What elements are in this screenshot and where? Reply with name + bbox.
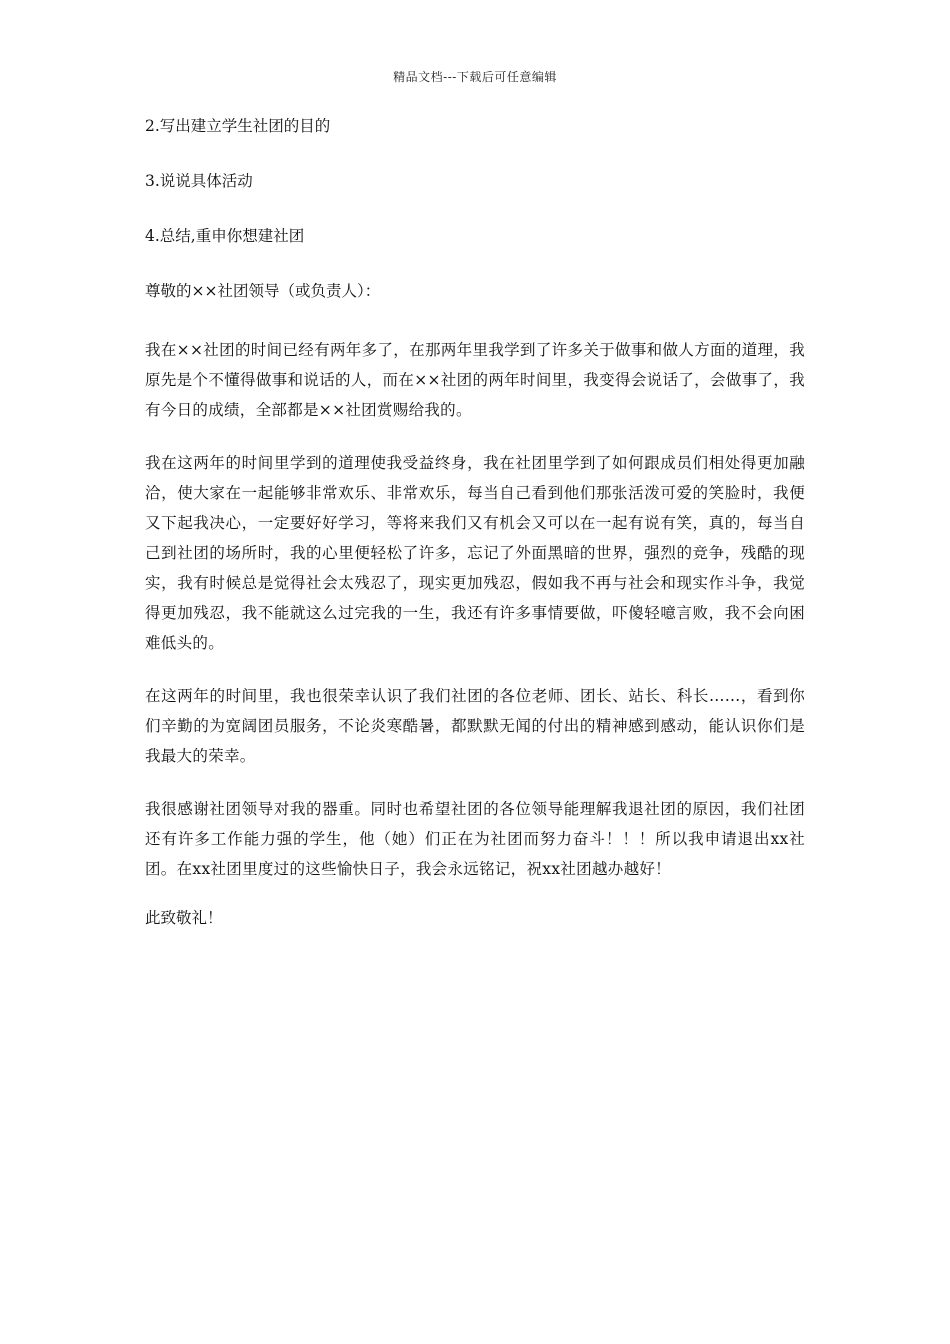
paragraph-1: 我在××社团的时间已经有两年多了，在那两年里我学到了许多关于做事和做人方面的道理，我原先是个不懂得做事和说话的人，而在××社团的两年时间里，我变得会说话了，会做事了，我有今日的成绩，全部都是××社团赏赐给我的。 — [145, 341, 805, 419]
paragraph-2: 我在这两年的时间里学到的道理使我受益终身，我在社团里学到了如何跟成员们相处得更加融洽，使大家在一起能够非常欢乐、非常欢乐，每当自己看到他们那张活泼可爱的笑脸时，我便又下起我决心，一定要好好学习，等将来我们又有机会又可以在一起有说有笑，真的，每当自己到社团的场所时，我的心里便轻松了许多，忘记了外面黑暗的世界，强烈的竞争，残酷的现实，我有时候总是觉得社会太残忍了，现实更加残忍，假如我不再与社会和现实作斗争，我觉得更加残忍，我不能就这么过完我的一生，我还有许多事情要做，吓傻轻噫言败，我不会向困难低头的。 — [145, 454, 805, 652]
outline-item-4: 4.总结,重申你想建社团 — [145, 227, 305, 245]
page-header: 精品文档---下载后可任意编辑 — [393, 70, 557, 84]
paragraph-4: 我很感谢社团领导对我的器重。同时也希望社团的各位领导能理解我退社团的原因，我们社团还有许多工作能力强的学生，他（她）们正在为社团而努力奋斗！！！所以我申请退出xx社团。在xx社团里度过的这些愉快日子，我会永远铭记，祝xx社团越办越好！ — [145, 800, 805, 878]
paragraph-3: 在这两年的时间里，我也很荣幸认识了我们社团的各位老师、团长、站长、科长……，看到你们辛勤的为宽阔团员服务，不论炎寒酷暑，都默默无闻的付出的精神感到感动，能认识你们是我最大的荣幸。 — [145, 687, 805, 765]
outline-item-3: 3.说说具体活动 — [145, 172, 253, 190]
closing: 此致敬礼！ — [145, 909, 223, 927]
outline-item-2: 2.写出建立学生社团的目的 — [145, 117, 331, 135]
document-body — [145, 115, 805, 962]
salutation: 尊敬的××社团领导（或负责人）： — [145, 282, 381, 300]
